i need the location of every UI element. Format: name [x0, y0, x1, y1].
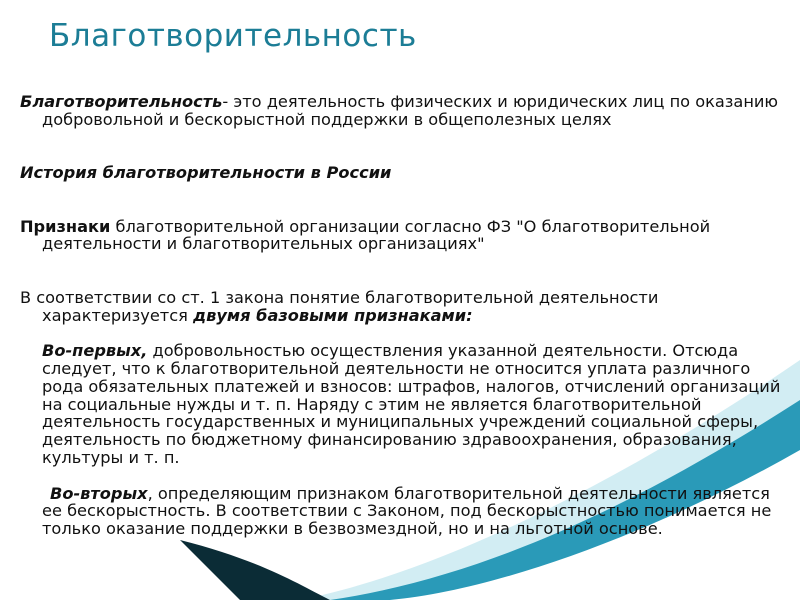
signs-paragraph	[20, 218, 788, 254]
second-sign-paragraph	[20, 485, 788, 538]
second-sign-text: , определяющим признаком благотворительной деятельности является ее бескорыстность. В соответствии с Законом, под бескорыстностью понимается не только оказание поддержки в безвозмездной, но и на льготной основе.	[42, 483, 772, 539]
definition-term: Благотворительность	[20, 92, 223, 111]
article-emphasis: двумя базовыми признаками:	[193, 305, 473, 325]
signs-text: благотворительной организации согласно ФЗ "О благотворительной деятельности и благотворительных организациях"	[42, 216, 711, 254]
definition-text: - это деятельность физических и юридических лиц по оказанию добровольной и бескорыстной поддержки в общеполезных целях	[42, 92, 779, 129]
first-sign-paragraph	[20, 342, 788, 467]
definition-paragraph	[20, 93, 788, 129]
slide-body	[20, 93, 788, 538]
article-text: В соответствии со ст. 1 закона понятие благотворительной деятельности характеризуется	[20, 287, 659, 325]
history-link[interactable]	[20, 164, 788, 182]
slide-title: Благотворительность	[49, 18, 417, 54]
history-link-text[interactable]: История благотворительности в России	[20, 163, 392, 183]
second-sign-lead: Во-вторых	[50, 483, 148, 503]
signs-term: Признаки	[20, 216, 111, 236]
first-sign-lead: Во-первых,	[42, 341, 148, 361]
first-sign-text: добровольностью осуществления указанной деятельности. Отсюда следует, что к благотворительной деятельности не относится уплата различного рода обязательных платежей и взносов: штрафов, налогов, отчислений организаций на социальные нужды и т. п. Наряду с этим не является благотворительной деятельность государственных и муниципальных учреждений социальной сферы, деятельность по бюджетному финансированию здравоохранения, образования, культуры и т. п.	[42, 341, 781, 467]
article-paragraph	[20, 289, 788, 325]
